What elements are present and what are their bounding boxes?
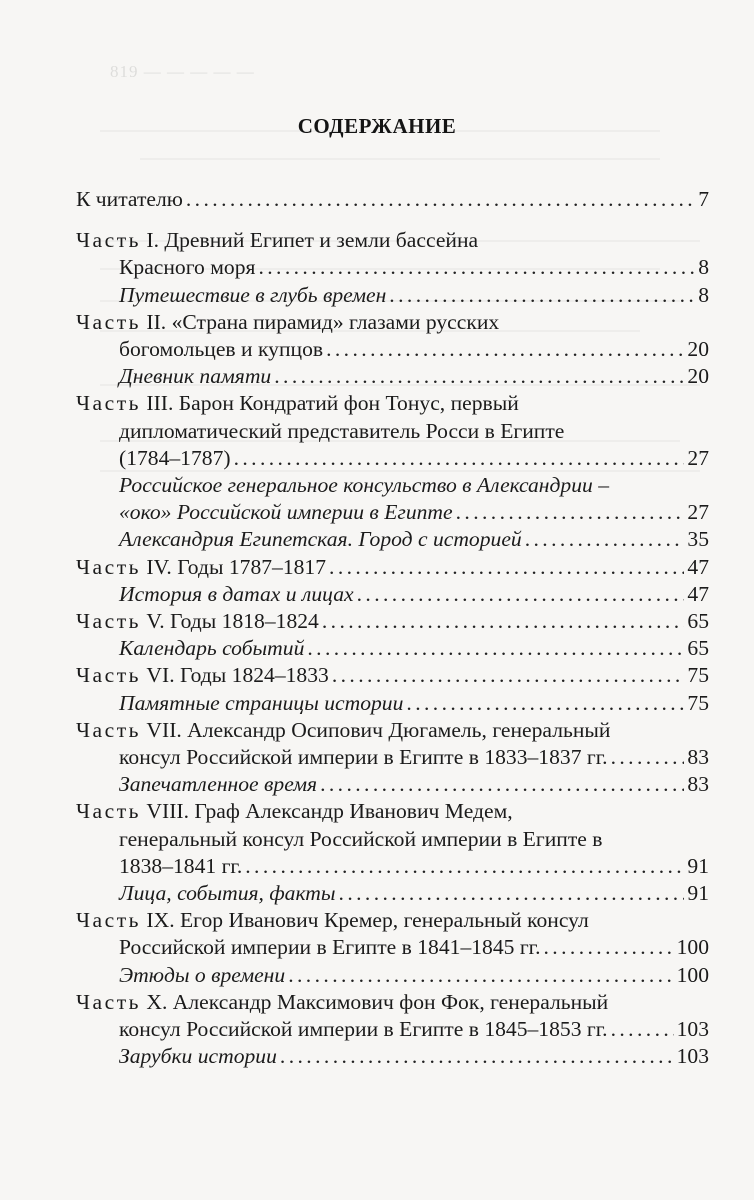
toc-sub-entry[interactable]	[76, 771, 709, 798]
part-label: Часть	[76, 799, 141, 824]
toc-page-number: 75	[687, 663, 709, 688]
toc-entry-title: генеральный консул Российской империи в Египте в	[119, 826, 603, 851]
toc-sub-entry[interactable]	[76, 1043, 709, 1070]
toc-entry-title: Лица, события, факты	[119, 881, 336, 906]
toc-entry-title: IX. Егор Иванович Кремер, генеральный консул	[146, 908, 589, 933]
toc-part-entry[interactable]	[76, 907, 709, 961]
part-label: Часть	[76, 663, 141, 688]
toc-page-number: 91	[687, 853, 709, 878]
toc-part-entry[interactable]	[76, 989, 709, 1043]
table-of-contents	[76, 186, 709, 1071]
leader-dots	[339, 880, 685, 907]
toc-entry-title: Этюды о времени	[119, 962, 286, 987]
toc-entry-title: VI. Годы 1824–1833	[146, 663, 329, 688]
toc-entry-title: Дневник памяти	[119, 364, 272, 389]
leader-dots	[245, 853, 684, 880]
toc-page-number: 65	[687, 636, 709, 661]
toc-sub-entry[interactable]	[76, 282, 709, 309]
toc-part-entry[interactable]	[76, 390, 709, 472]
leader-dots	[544, 934, 674, 961]
leader-dots	[280, 1043, 674, 1070]
toc-page-number: 47	[687, 581, 709, 606]
toc-entry-title: богомольцев и купцов	[119, 337, 324, 362]
leader-dots	[307, 635, 684, 662]
part-label: Часть	[76, 228, 141, 253]
toc-page-number: 7	[698, 187, 709, 211]
part-label: Часть	[76, 908, 141, 933]
toc-page-number: 91	[687, 881, 709, 906]
leader-dots	[332, 662, 685, 689]
leader-dots	[326, 336, 684, 363]
toc-entry-title: Зарубки истории	[119, 1044, 277, 1069]
leader-dots	[611, 744, 685, 771]
leader-dots	[611, 1016, 674, 1043]
toc-page-number: 20	[687, 364, 709, 389]
running-head-show-through: 819 — — — — —	[110, 62, 255, 81]
toc-sub-entry[interactable]	[76, 962, 709, 989]
toc-entry-title: Российское генеральное консульство в Александрии –	[119, 473, 610, 498]
toc-entry-title: Красного моря	[119, 255, 256, 280]
toc-entry[interactable]	[76, 186, 709, 213]
toc-page-number: 103	[676, 1044, 709, 1069]
leader-dots	[258, 254, 695, 281]
part-label: Часть	[76, 609, 141, 634]
toc-page-number: 75	[687, 690, 709, 715]
part-label: Часть	[76, 717, 141, 742]
toc-page-number: 8	[698, 255, 709, 280]
toc-page-number: 27	[687, 445, 709, 470]
toc-sub-entry[interactable]	[76, 472, 709, 526]
toc-sub-entry[interactable]	[76, 581, 709, 608]
toc-part-entry[interactable]	[76, 608, 709, 635]
toc-page-number: 100	[676, 962, 709, 987]
leader-dots	[320, 771, 684, 798]
toc-entry-title: (1784–1787)	[119, 445, 231, 470]
toc-part-entry[interactable]	[76, 662, 709, 689]
leader-dots	[186, 186, 695, 213]
toc-entry-title: VIII. Граф Александр Иванович Медем,	[146, 799, 513, 824]
toc-page-number: 8	[698, 282, 709, 307]
toc-sub-entry[interactable]	[76, 880, 709, 907]
toc-page-number: 65	[687, 609, 709, 634]
toc-sub-entry[interactable]	[76, 363, 709, 390]
leader-dots	[357, 581, 685, 608]
leader-dots	[329, 554, 684, 581]
toc-entry-title: IV. Годы 1787–1817	[146, 554, 327, 579]
toc-entry-title: III. Барон Кондратий фон Тонус, первый	[146, 391, 519, 416]
leader-dots	[525, 526, 685, 553]
toc-entry-title: Путешествие в глубь времен	[119, 282, 387, 307]
toc-entry-title: I. Древний Египет и земли бассейна	[146, 228, 479, 253]
leader-dots	[234, 445, 685, 472]
part-label: Часть	[76, 554, 141, 579]
toc-entry-title: К читателю	[76, 187, 183, 211]
toc-entry-title: Запечатленное время	[119, 772, 318, 797]
leader-dots	[288, 962, 673, 989]
toc-part-entry[interactable]	[76, 309, 709, 363]
toc-entry-title: «око» Российской империи в Египте	[119, 500, 453, 525]
toc-entry-title: консул Российской империи в Египте в 1833–1837 гг.	[119, 745, 608, 770]
toc-entry-title: Памятные страницы истории	[119, 690, 404, 715]
leader-dots	[406, 690, 684, 717]
toc-page-number: 27	[687, 500, 709, 525]
toc-sub-entry[interactable]	[76, 690, 709, 717]
toc-part-entry[interactable]	[76, 554, 709, 581]
part-label: Часть	[76, 309, 141, 334]
toc-page-number: 83	[687, 745, 709, 770]
toc-page-number: 100	[676, 935, 709, 960]
toc-entry-title: Календарь событий	[119, 636, 305, 661]
leader-dots	[274, 363, 684, 390]
toc-part-entry[interactable]	[76, 798, 709, 880]
leader-dots	[389, 282, 695, 309]
toc-sub-entry[interactable]	[76, 526, 709, 553]
toc-part-entry[interactable]	[76, 717, 709, 771]
toc-entry-title: V. Годы 1818–1824	[146, 609, 319, 634]
leader-dots	[456, 499, 685, 526]
toc-entry-title: История в датах и лицах	[119, 581, 354, 606]
toc-entry-title: VII. Александр Осипович Дюгамель, генеральный	[146, 717, 611, 742]
toc-page-number: 20	[687, 337, 709, 362]
page-title: СОДЕРЖАНИЕ	[297, 114, 457, 138]
toc-page-number: 47	[687, 554, 709, 579]
toc-entry-title: II. «Страна пирамид» глазами русских	[146, 309, 500, 334]
toc-entry-title: X. Александр Максимович фон Фок, генеральный	[146, 989, 609, 1014]
toc-entry-title: консул Российской империи в Египте в 1845–1853 гг.	[119, 1017, 608, 1042]
toc-entry-title: дипломатический представитель Росси в Египте	[119, 418, 565, 443]
part-label: Часть	[76, 989, 141, 1014]
toc-sub-entry[interactable]	[76, 635, 709, 662]
leader-dots	[322, 608, 685, 635]
toc-entry-title: 1838–1841 гг.	[119, 853, 243, 878]
toc-entry-title: Александрия Египетская. Город с историей	[119, 527, 522, 552]
toc-page-number: 35	[687, 527, 709, 552]
toc-entry-title: Российской империи в Египте в 1841–1845 гг.	[119, 935, 541, 960]
toc-part-entry[interactable]	[76, 227, 709, 281]
toc-page-number: 83	[687, 772, 709, 797]
part-label: Часть	[76, 391, 141, 416]
toc-page-number: 103	[676, 1017, 709, 1042]
